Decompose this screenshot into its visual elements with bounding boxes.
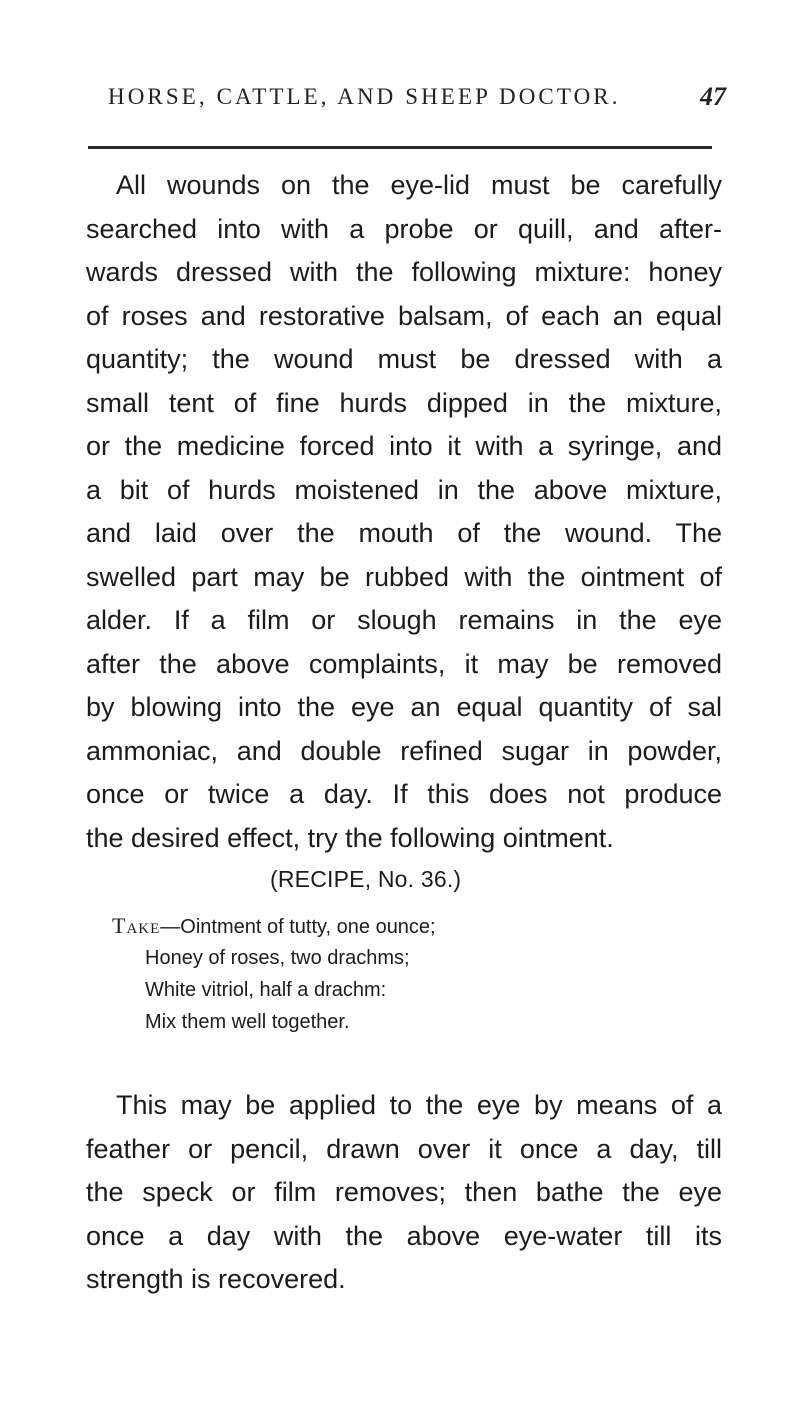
text-line: strength is recovered. — [86, 1264, 346, 1294]
text-line: once a day with the above eye-water till its — [86, 1220, 722, 1251]
text-line: once or twice a day. If this does not produce — [86, 779, 722, 809]
text-line: small tent of fine hurds dipped in the mixture, — [86, 387, 722, 418]
recipe-ingredients — [112, 910, 672, 1038]
text-line: after the above complaints, it may be removed — [86, 648, 722, 679]
text-line: the desired effect, try the following ointment. — [86, 822, 614, 853]
text-line: All wounds on the eye-lid must be carefully — [116, 170, 722, 200]
text-line: searched into with a probe or quill, and after- — [86, 213, 722, 244]
text-line: feather or pencil, drawn over it once a day, till — [86, 1133, 722, 1164]
recipe-line: Mix them well together. — [145, 1011, 350, 1033]
text-line: or the medicine forced into it with a syringe, and — [86, 431, 722, 461]
text-line: and laid over the mouth of the wound. The — [86, 518, 722, 548]
text-line: wards dressed with the following mixture: honey — [86, 257, 722, 287]
recipe-line: Honey of roses, two drachms; — [145, 947, 410, 969]
text-line: by blowing into the eye an equal quantity of sal — [86, 692, 722, 722]
paragraph-eye-lid-wounds — [86, 164, 722, 860]
page-number: 47 — [700, 82, 726, 111]
running-head — [108, 80, 726, 120]
text-line: ammoniac, and double refined sugar in powder, — [86, 735, 722, 766]
text-line: swelled part may be rubbed with the ointment of — [86, 561, 722, 592]
text-line: quantity; the wound must be dressed with a — [86, 344, 722, 374]
text-line: a bit of hurds moistened in the above mixture, — [86, 474, 722, 505]
text-line: This may be applied to the eye by means of a — [116, 1090, 722, 1120]
header-rule — [88, 146, 712, 149]
paragraph-application — [86, 1084, 722, 1302]
take-word: Take — [112, 913, 161, 938]
text-line: of roses and restorative balsam, of each an equal — [86, 300, 722, 331]
recipe-line: White vitriol, half a drachm: — [145, 979, 387, 1001]
recipe-line — [112, 910, 672, 942]
running-title: HORSE, CATTLE, AND SHEEP DOCTOR. — [108, 84, 621, 109]
recipe-line-text: —Ointment of tutty, one ounce; — [160, 916, 436, 938]
text-line: alder. If a film or slough remains in the eye — [86, 605, 722, 635]
recipe-title: (RECIPE, No. 36.) — [270, 866, 462, 892]
text-line: the speck or film removes; then bathe the eye — [86, 1177, 722, 1207]
